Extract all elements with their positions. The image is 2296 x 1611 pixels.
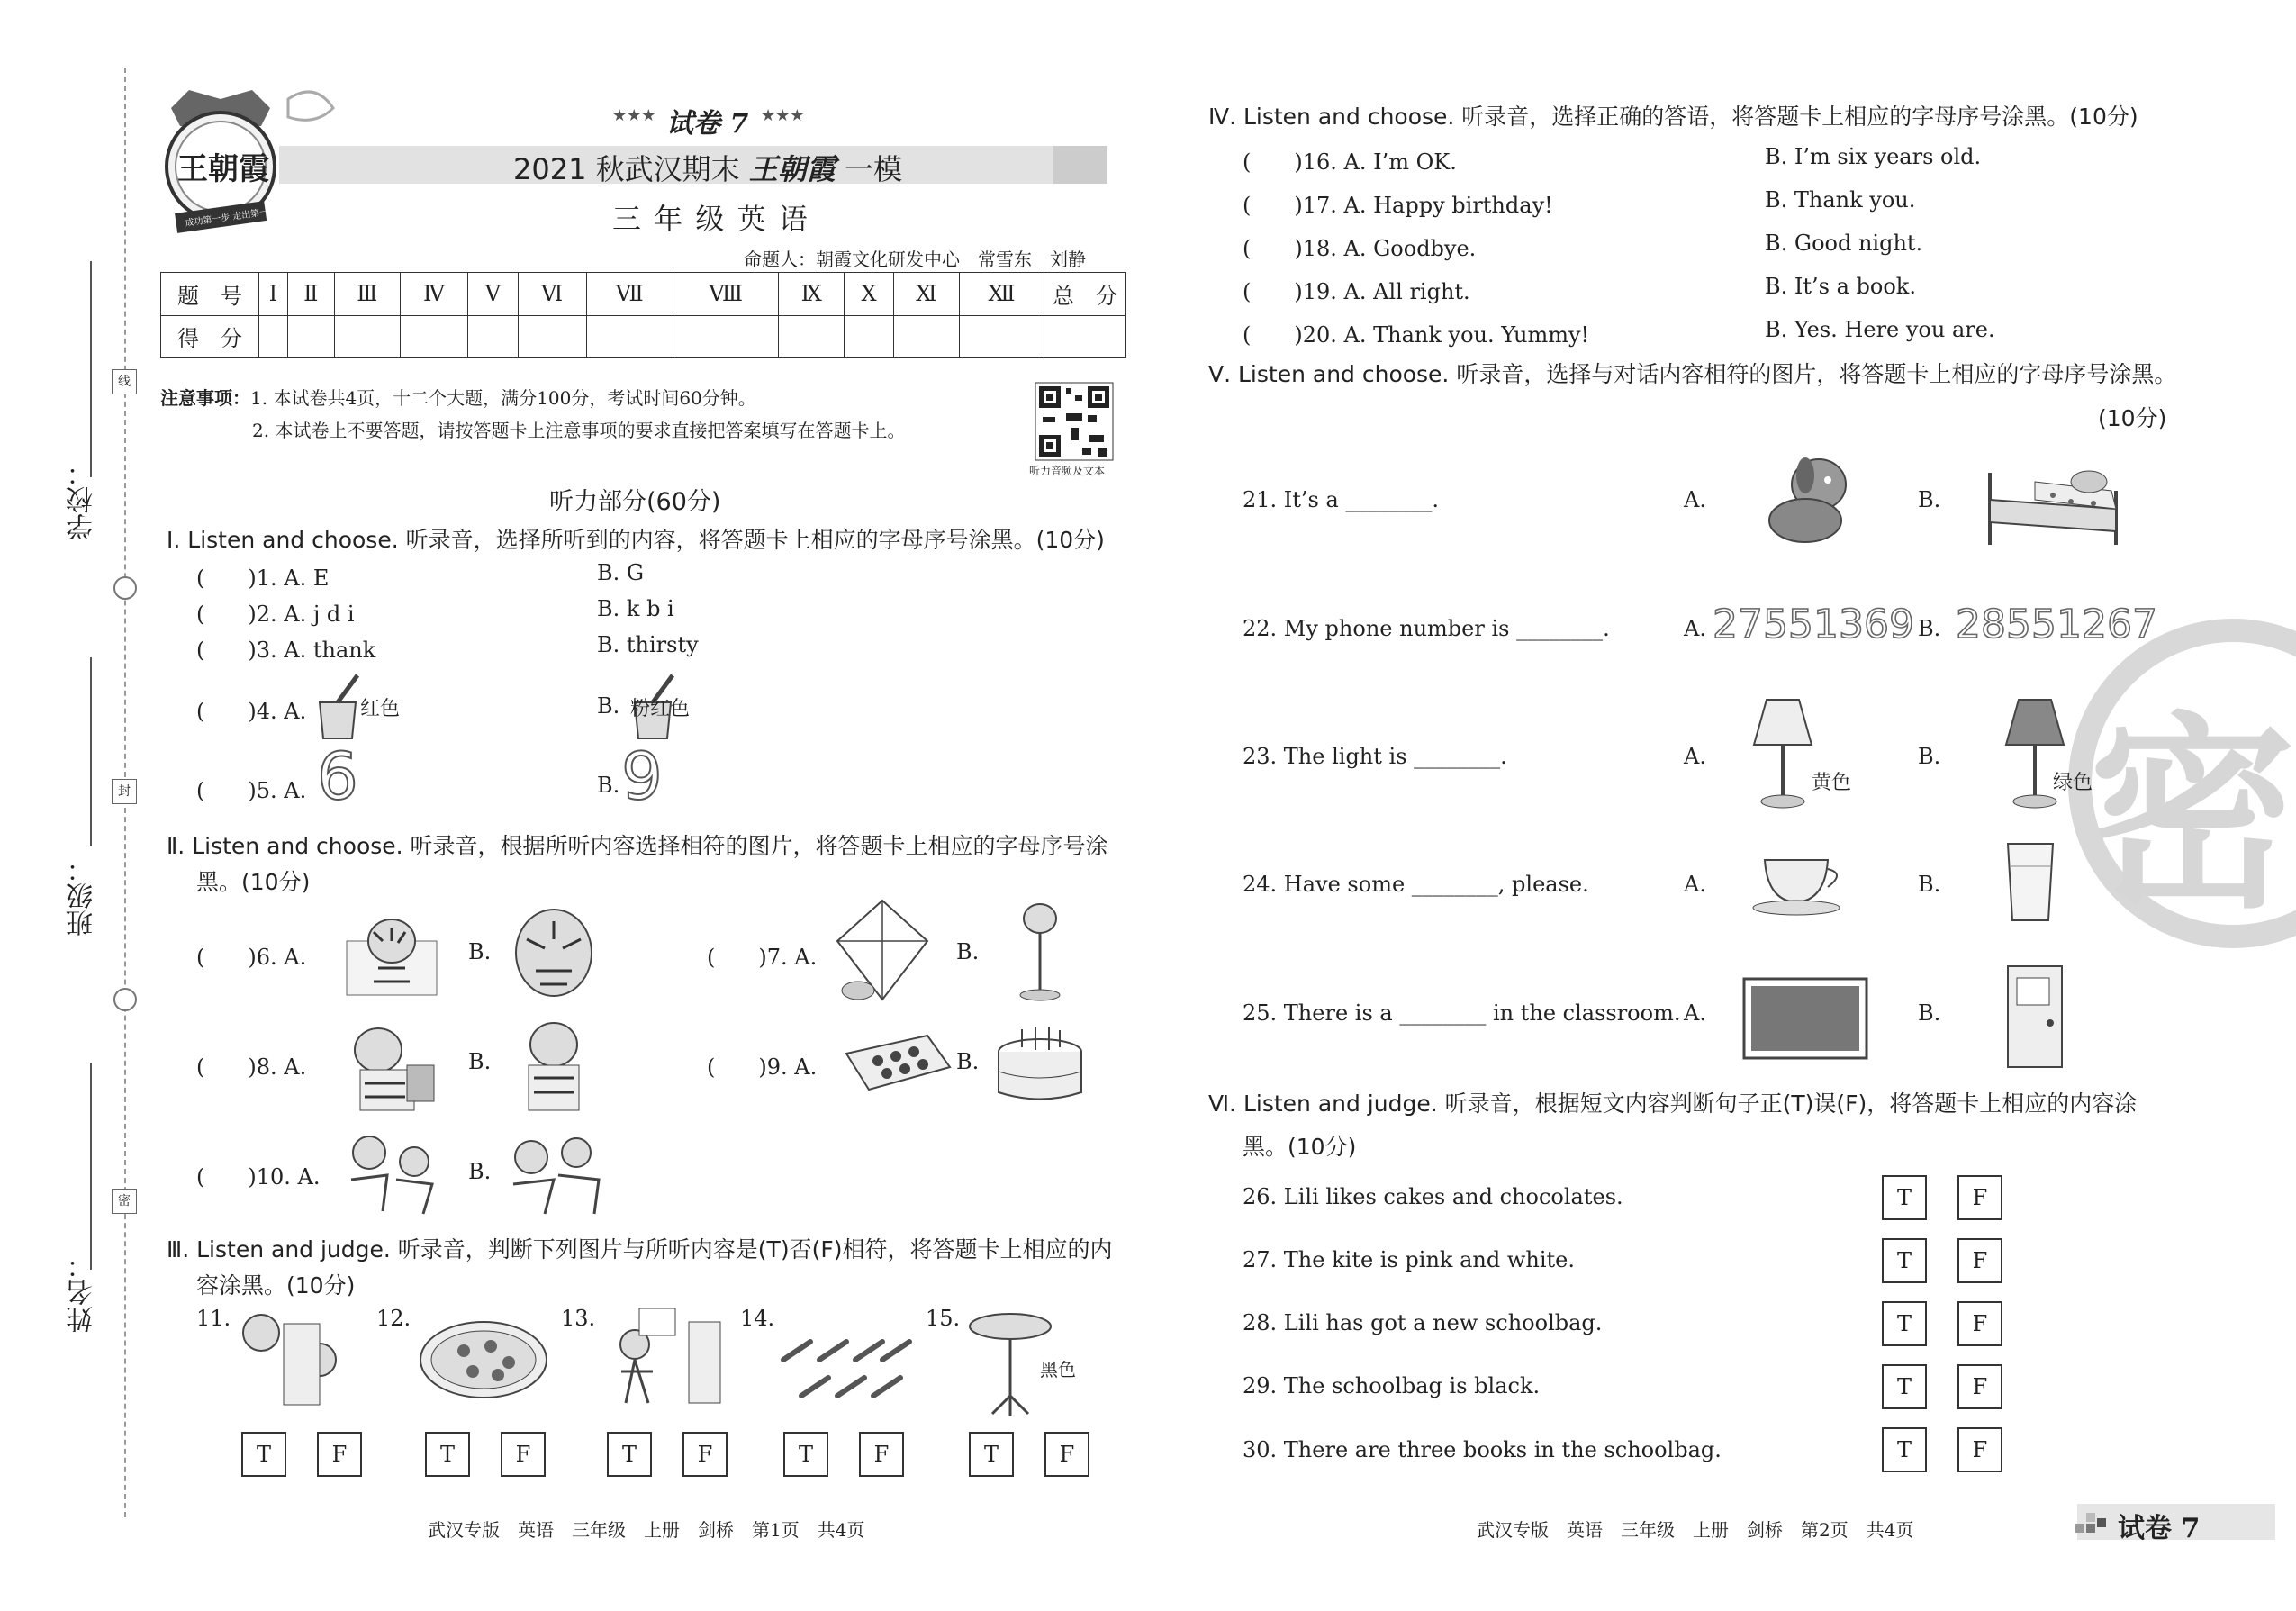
question-14-number: 14. <box>740 1306 775 1331</box>
question-5: ( )5. A. <box>196 778 307 803</box>
table-cell: Ⅰ <box>259 273 288 316</box>
score-cell <box>1044 315 1126 358</box>
q27-true-box[interactable]: T <box>1882 1238 1927 1283</box>
notes-line-2: 2. 本试卷上不要答题，请按答题卡上注意事项的要求直接把答案填写在答题卡上。 <box>252 420 906 441</box>
seal-mark-secret: 密 <box>112 1189 137 1214</box>
question-9-option-b: B. <box>956 1049 980 1074</box>
question-2-option-b: B. k b i <box>597 596 674 621</box>
name-blank-line <box>90 1063 92 1270</box>
footer-left: 武汉专版 英语 三年级 上册 剑桥 第1页 共4页 <box>428 1519 865 1541</box>
score-cell <box>287 315 334 358</box>
logo-subtext: 成功第一步 走出第一步 <box>185 205 278 230</box>
question-23: 23. The light is ________. <box>1243 744 1507 769</box>
question-30: 30. There are three books in the schoolbag. <box>1243 1437 1722 1462</box>
watermark-text: 密 <box>2089 696 2296 937</box>
score-cell <box>960 315 1044 358</box>
tiger-drinking-image <box>342 1016 441 1115</box>
question-28: 28. Lili has got a new schoolbag. <box>1243 1310 1603 1335</box>
question-21-option-a: A. <box>1684 487 1706 512</box>
question-22: 22. My phone number is ________. <box>1243 616 1610 641</box>
question-19-option-b: B. It’s a book. <box>1765 274 1916 299</box>
section-6-title-line-2: 黑。(10分) <box>1243 1134 1357 1160</box>
table-cell: Ⅵ <box>518 273 586 316</box>
notes-label: 注意事项： <box>160 387 250 409</box>
footer-right: 武汉专版 英语 三年级 上册 剑桥 第2页 共4页 <box>1477 1519 1914 1541</box>
binding-hole-icon <box>113 988 137 1011</box>
q27-false-box[interactable]: F <box>1957 1238 2002 1283</box>
kite-image <box>833 901 932 1009</box>
binding-hole-icon <box>113 576 137 600</box>
footer-badge: 试卷 7 <box>2118 1513 2201 1544</box>
score-cell <box>259 315 288 358</box>
question-20: ( )20. A. Thank you. Yummy! <box>1243 322 1590 348</box>
question-19: ( )19. A. All right. <box>1243 279 1470 304</box>
question-10-label: )10. A. <box>248 1164 321 1190</box>
question-1: ( )1. A. E <box>196 566 330 591</box>
question-25-option-a: A. <box>1684 1000 1706 1026</box>
question-11-number: 11. <box>196 1306 231 1331</box>
listening-section-title: 听力部分(60分) <box>549 488 721 516</box>
score-cell <box>586 315 673 358</box>
q29-true-box[interactable]: T <box>1882 1364 1927 1409</box>
authors: 命题人：朝霞文化研发中心 常雪东 刘静 <box>744 249 1086 270</box>
title-pre: 2021 秋武汉期末 <box>513 152 740 186</box>
q28-true-box[interactable]: T <box>1882 1301 1927 1346</box>
seal-mark-seal: 封 <box>112 779 137 804</box>
stars-right: ★★★ <box>761 106 805 125</box>
children-drawing-image <box>230 1306 374 1409</box>
birthday-cake-image <box>995 1016 1085 1106</box>
question-2: ( )2. A. j d i <box>196 602 355 627</box>
q14-false-box[interactable]: F <box>859 1432 904 1477</box>
question-26: 26. Lili likes cakes and chocolates. <box>1243 1184 1623 1209</box>
question-18-option-b: B. Good night. <box>1765 231 1923 256</box>
glass-image <box>2003 839 2057 925</box>
desk-lamp-image <box>1008 901 1071 1004</box>
question-8: ( )8. A. <box>196 1054 307 1080</box>
question-10-option-b: B. <box>468 1159 492 1184</box>
puppy-image <box>1756 448 1864 548</box>
section-2-title-line-1: Ⅱ. Listen and choose. 听录音，根据所听内容选择相符的图片，将答题卡上相应的字母序号涂 <box>167 833 1108 859</box>
table-cell: Ⅷ <box>673 273 779 316</box>
question-4-option-b: B. <box>597 693 620 719</box>
section-3-title-line-2: 容涂黑。(10分) <box>196 1272 356 1299</box>
question-18: ( )18. A. Goodbye. <box>1243 236 1477 261</box>
question-3-option-b: B. thirsty <box>597 632 699 657</box>
chocolate-box-image <box>837 1027 954 1099</box>
question-9: ( )9. A. <box>707 1054 818 1080</box>
table-cell: Ⅸ <box>779 273 845 316</box>
school-blank-line <box>90 261 92 477</box>
children-scene-image-b <box>500 1126 608 1216</box>
score-cell <box>779 315 845 358</box>
question-5-option-b: B. <box>597 773 620 798</box>
girl-at-door-image <box>599 1304 725 1407</box>
blackboard-image <box>1742 977 1868 1060</box>
qr-code-icon[interactable] <box>1035 383 1113 460</box>
digit-six-outline: 6 <box>317 738 358 814</box>
section-5-score: (10分) <box>2098 405 2167 431</box>
question-25-option-b: B. <box>1918 1000 1941 1026</box>
paper-number: 试卷 7 <box>666 108 749 140</box>
question-21: 21. It’s a ________. <box>1243 487 1440 512</box>
q30-false-box[interactable]: F <box>1957 1427 2002 1472</box>
question-13-number: 13. <box>561 1306 596 1331</box>
q26-true-box[interactable]: T <box>1882 1175 1927 1220</box>
question-24-option-b: B. <box>1918 872 1941 897</box>
question-4-color-b: 粉红色 <box>630 698 691 720</box>
question-1-option-a: )1. A. E <box>248 566 330 591</box>
table-cell: Ⅲ <box>334 273 400 316</box>
phone-number-b: 28551267 <box>1956 602 2157 647</box>
section-1-title: Ⅰ. Listen and choose. 听录音，选择所听到的内容，将答题卡上相应的字母序号涂黑。(10分) <box>167 527 1105 553</box>
score-cell <box>845 315 894 358</box>
question-5-option-a: )5. A. <box>248 778 307 803</box>
q30-true-box[interactable]: T <box>1882 1427 1927 1472</box>
question-4-color-a: 红色 <box>360 698 401 720</box>
notes-line-1: 1. 本试卷共4页，十二个大题，满分100分，考试时间60分钟。 <box>250 387 756 409</box>
q26-false-box[interactable]: F <box>1957 1175 2002 1220</box>
score-cell <box>673 315 779 358</box>
q15-false-box[interactable]: F <box>1044 1432 1089 1477</box>
subject-title: 三 年 级 英 语 <box>612 202 809 236</box>
tiger-sitting-image <box>342 905 441 1004</box>
q13-false-box[interactable]: F <box>682 1432 728 1477</box>
question-27: 27. The kite is pink and white. <box>1243 1247 1575 1272</box>
qr-caption: 听力音频及文本 <box>1029 465 1106 477</box>
table-cell: Ⅹ <box>845 273 894 316</box>
question-15-number: 15. <box>926 1306 961 1331</box>
question-23-option-b: B. <box>1918 744 1941 769</box>
question-3: ( )3. A. thank <box>196 638 376 663</box>
question-23-color-b: 绿色 <box>2053 772 2093 794</box>
question-15-color: 黑色 <box>1040 1359 1076 1380</box>
section-2-title-line-2: 黑。(10分) <box>196 869 311 895</box>
question-4: ( )4. A. <box>196 699 307 724</box>
question-12-number: 12. <box>376 1306 411 1331</box>
q15-true-box[interactable]: T <box>969 1432 1014 1477</box>
q11-true-box[interactable]: T <box>241 1432 286 1477</box>
table-cell: Ⅺ <box>893 273 959 316</box>
question-3-option-a: )3. A. thank <box>248 638 376 663</box>
score-cell <box>468 315 518 358</box>
section-5-title: Ⅴ. Listen and choose. 听录音，选择与对话内容相符的图片，将答题卡上相应的字母序号涂黑。 <box>1208 361 2177 387</box>
exam-title <box>513 147 902 188</box>
score-table <box>160 272 1126 358</box>
footer-badge-pattern-icon <box>2075 1513 2111 1534</box>
question-16: ( )16. A. I’m OK. <box>1243 149 1457 175</box>
tea-cup-image <box>1751 846 1850 919</box>
score-cell <box>334 315 400 358</box>
question-4-option-a: )4. A. <box>248 699 307 724</box>
q12-false-box[interactable]: F <box>501 1432 546 1477</box>
table-cell: Ⅱ <box>287 273 334 316</box>
question-6-label: )6. A. <box>248 945 307 970</box>
question-23-color-a: 黄色 <box>1812 772 1852 794</box>
tiger-eating-image <box>509 1013 599 1117</box>
q12-true-box[interactable]: T <box>425 1432 470 1477</box>
question-19-option-a: )19. A. All right. <box>1294 279 1470 304</box>
notes <box>160 384 756 410</box>
question-7-label: )7. A. <box>758 945 818 970</box>
paint-bucket-icon <box>311 671 365 743</box>
table-cell: Ⅴ <box>468 273 518 316</box>
school-label: 学校： <box>67 459 98 540</box>
question-8-option-b: B. <box>468 1049 492 1074</box>
bed-image <box>1981 446 2125 549</box>
lamp-yellow-image <box>1747 695 1819 812</box>
question-8-label: )8. A. <box>248 1054 307 1080</box>
class-label: 班级： <box>67 855 98 937</box>
children-scene-image-a <box>333 1126 441 1216</box>
q13-true-box[interactable]: T <box>607 1432 652 1477</box>
question-16-option-a: )16. A. I’m OK. <box>1294 149 1457 175</box>
class-blank-line <box>90 657 92 846</box>
question-9-label: )9. A. <box>758 1054 818 1080</box>
question-22-option-a-label: A. <box>1684 616 1706 641</box>
question-23-option-a: A. <box>1684 744 1706 769</box>
question-21-option-b: B. <box>1918 487 1941 512</box>
stars-left: ★★★ <box>612 106 656 125</box>
tiger-face-image <box>509 903 599 1002</box>
door-image <box>2003 962 2066 1072</box>
pencils-image <box>774 1324 927 1405</box>
question-17: ( )17. A. Happy birthday! <box>1243 193 1553 218</box>
question-22-option-b-label: B. <box>1918 616 1941 641</box>
name-label: 姓名： <box>67 1252 98 1333</box>
question-20-option-a: )20. A. Thank you. Yummy! <box>1294 322 1590 348</box>
question-7-option-b: B. <box>956 939 980 964</box>
table-cell: 总 分 <box>1044 273 1126 316</box>
phone-number-a: 27551369 <box>1713 602 1914 647</box>
question-17-option-b: B. Thank you. <box>1765 187 1916 213</box>
score-cell <box>893 315 959 358</box>
table-cell: Ⅻ <box>960 273 1044 316</box>
question-1-option-b: B. G <box>597 560 645 585</box>
title-post: 一模 <box>844 152 902 186</box>
question-6: ( )6. A. <box>196 945 307 970</box>
q14-true-box[interactable]: T <box>783 1432 828 1477</box>
table-cell: 题 号 <box>161 273 259 316</box>
question-24-option-a: A. <box>1684 872 1706 897</box>
table-cell: 得 分 <box>161 315 259 358</box>
logo-text: 王朝霞 <box>177 151 269 187</box>
question-20-option-b: B. Yes. Here you are. <box>1765 317 1995 342</box>
question-17-option-a: )17. A. Happy birthday! <box>1294 193 1553 218</box>
table-cell: Ⅶ <box>586 273 673 316</box>
q29-false-box[interactable]: F <box>1957 1364 2002 1409</box>
question-29: 29. The schoolbag is black. <box>1243 1373 1541 1398</box>
seal-mark-line: 线 <box>112 369 137 394</box>
digit-nine-outline: 9 <box>621 738 663 814</box>
title-brand: 王朝霞 <box>748 152 836 186</box>
table-cell: Ⅳ <box>400 273 467 316</box>
score-cell <box>518 315 586 358</box>
question-2-option-a: )2. A. j d i <box>248 602 355 627</box>
q11-false-box[interactable]: F <box>317 1432 362 1477</box>
pizza-image <box>419 1319 549 1400</box>
question-18-option-a: )18. A. Goodbye. <box>1294 236 1477 261</box>
score-table-score-row <box>161 315 1126 358</box>
q28-false-box[interactable]: F <box>1957 1301 2002 1346</box>
question-10: ( )10. A. <box>196 1164 321 1190</box>
question-6-option-b: B. <box>468 939 492 964</box>
score-table-header-row <box>161 273 1126 316</box>
section-3-title-line-1: Ⅲ. Listen and judge. 听录音，判断下列图片与所听内容是(T)否(F)相符，将答题卡上相应的内 <box>167 1236 1113 1263</box>
score-cell <box>400 315 467 358</box>
question-7: ( )7. A. <box>707 945 818 970</box>
section-4-title: Ⅳ. Listen and choose. 听录音，选择正确的答语，将答题卡上相应的字母序号涂黑。(10分) <box>1208 104 2138 130</box>
question-25: 25. There is a ________ in the classroom. <box>1243 1000 1681 1026</box>
question-16-option-b: B. I’m six years old. <box>1765 144 1982 169</box>
question-24: 24. Have some ________, please. <box>1243 872 1589 897</box>
section-6-title-line-1: Ⅵ. Listen and judge. 听录音，根据短文内容判断句子正(T)误(F)，将答题卡上相应的内容涂 <box>1208 1091 2138 1117</box>
